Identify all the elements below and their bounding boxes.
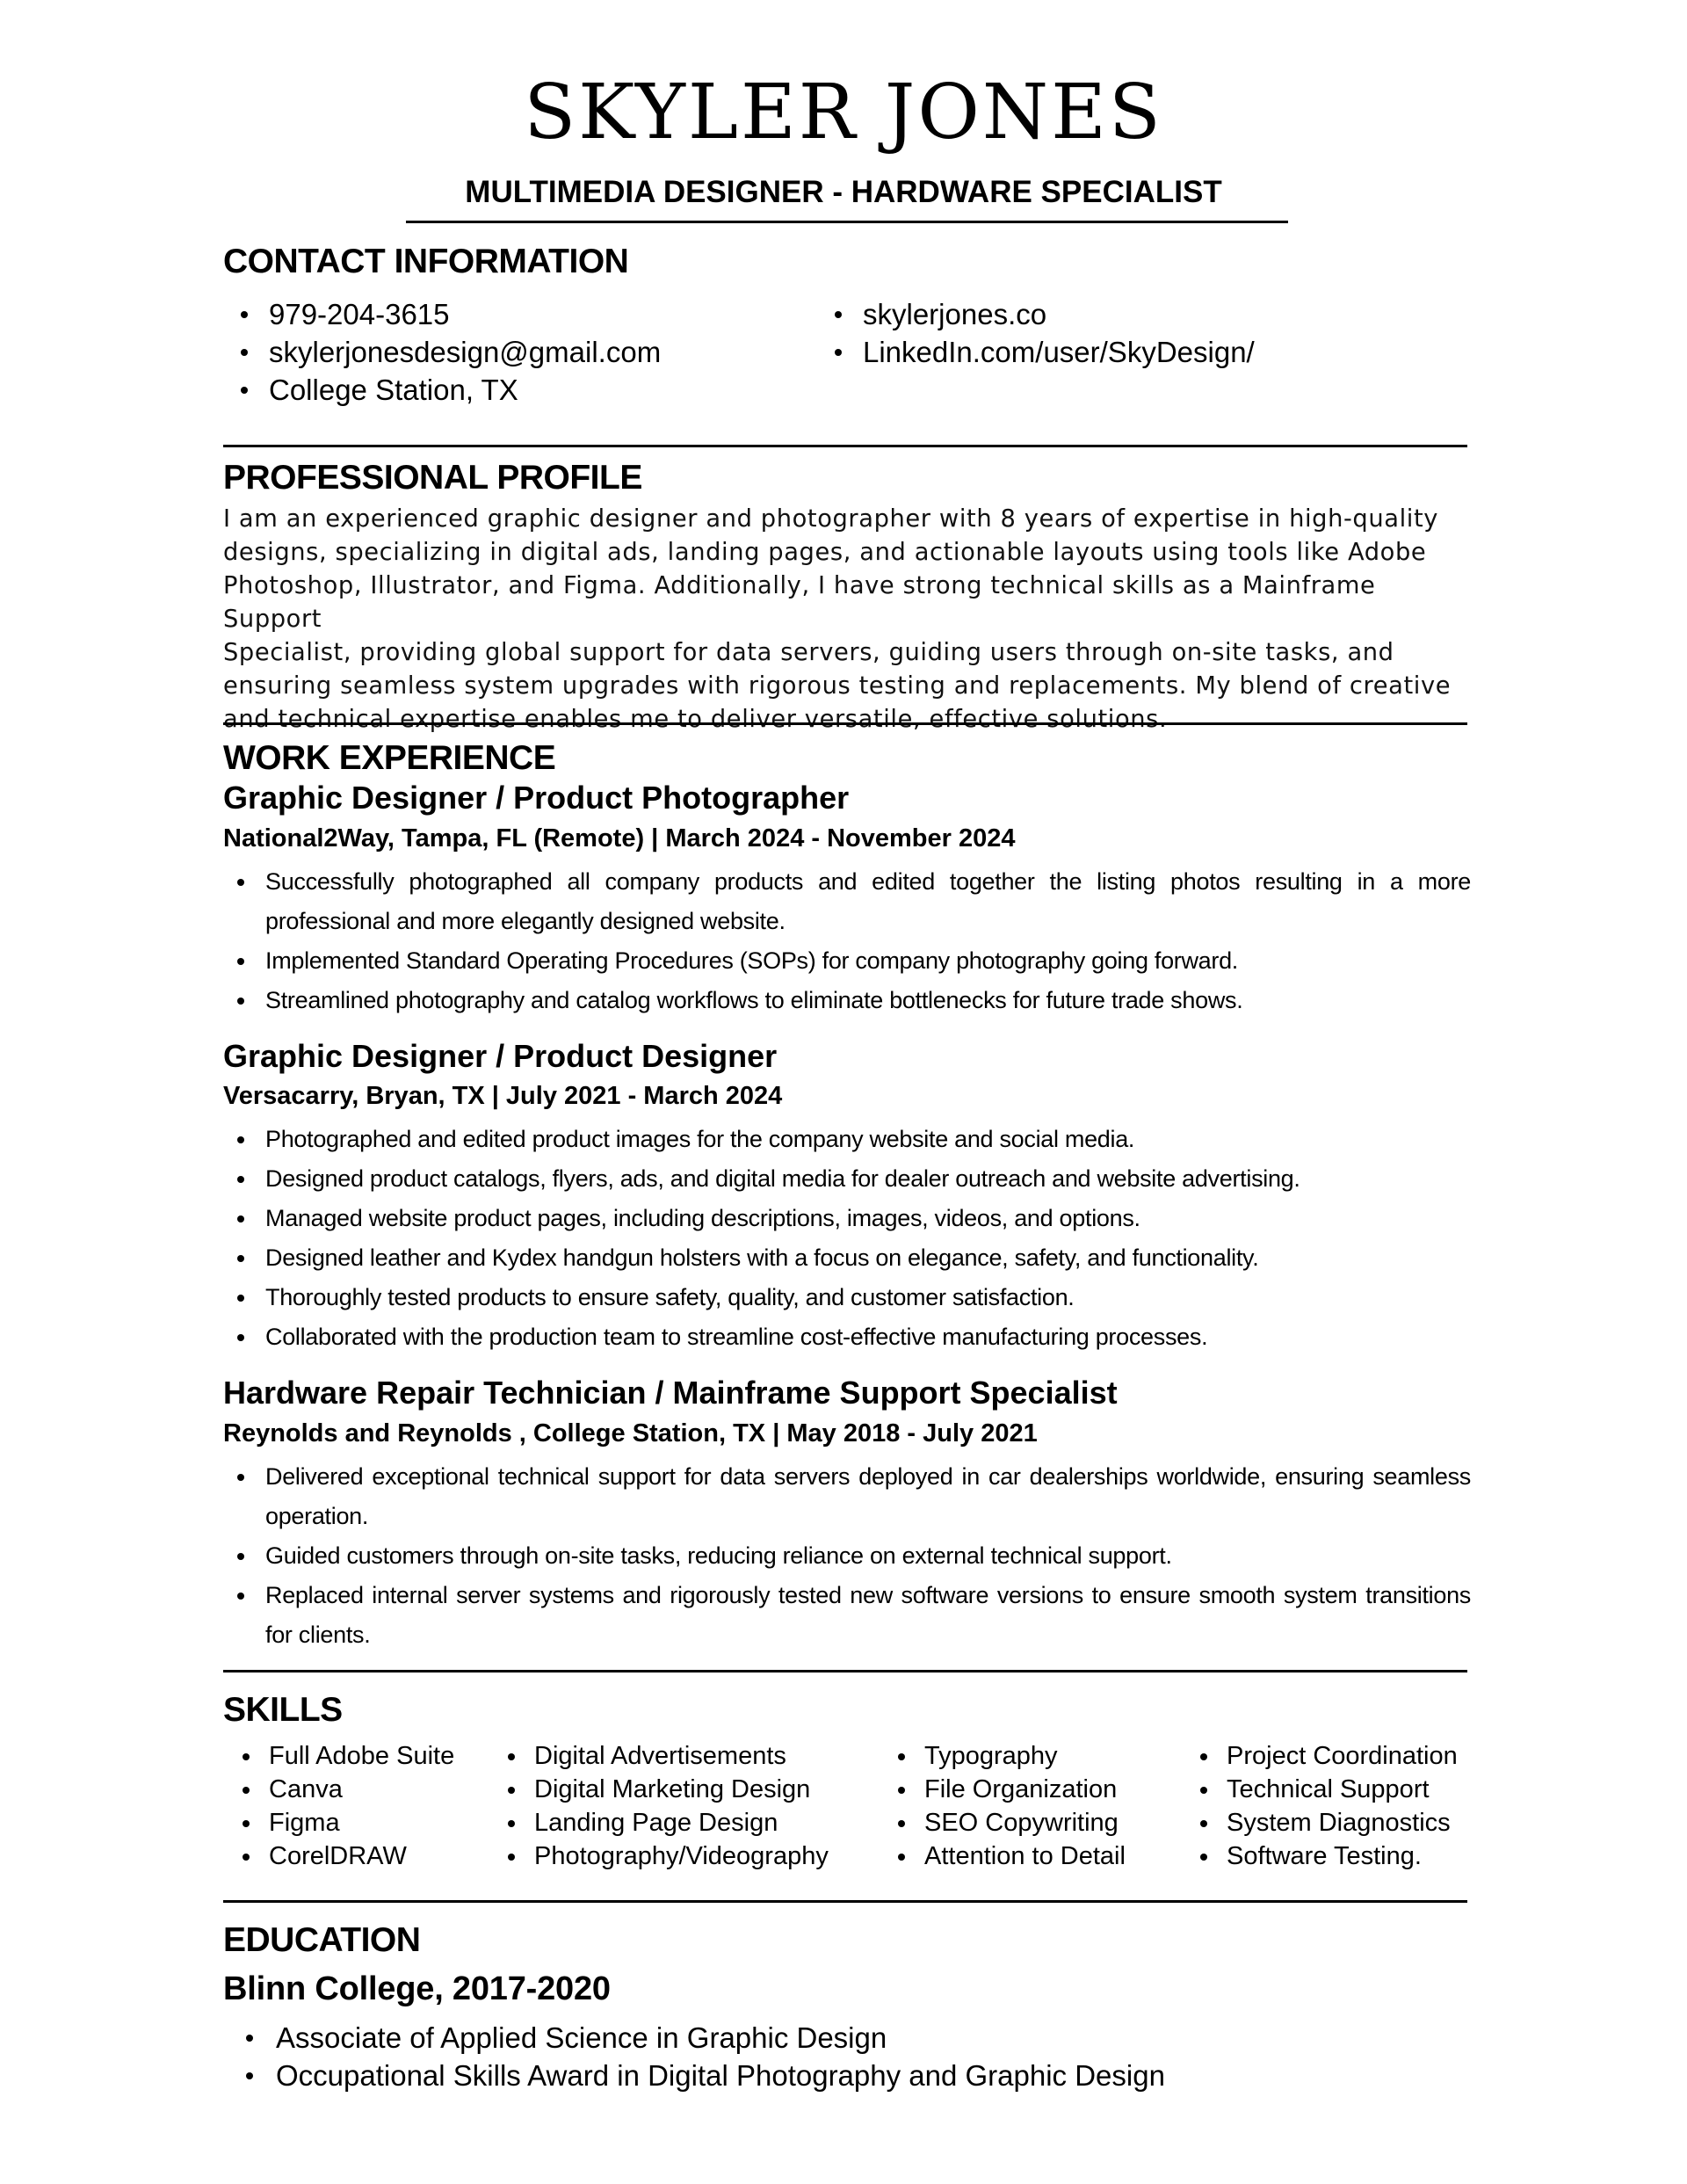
duty-item: Managed website product pages, including descriptions, images, videos, and options.: [223, 1199, 1471, 1238]
skills-column-2: [494, 1739, 829, 1873]
duty-item: Photographed and edited product images for the company website and social media.: [223, 1120, 1471, 1159]
contact-website: skylerjones.co: [817, 295, 1255, 333]
contact-phone: 979-204-3615: [223, 295, 661, 333]
experience-divider: [223, 1670, 1467, 1672]
duty-item: Replaced internal server systems and rigorously tested new software versions to ensure smooth system transitions for clients.: [223, 1576, 1471, 1655]
duty-item: Thoroughly tested products to ensure safety, quality, and customer satisfaction.: [223, 1278, 1471, 1317]
skill-item: CorelDRAW: [228, 1839, 454, 1873]
contact-list-left: [223, 295, 661, 409]
duty-item: Designed product catalogs, flyers, ads, and digital media for dealer outreach and website advertising.: [223, 1159, 1471, 1199]
contact-heading: CONTACT INFORMATION: [223, 243, 629, 280]
profile-line: Photoshop, Illustrator, and Figma. Additionally, I have strong technical skills as a Mainframe Support: [223, 572, 1376, 633]
resume-name: SKYLER JONES: [524, 69, 1163, 156]
contact-list-right: [817, 295, 1255, 371]
job-title: Graphic Designer / Product Designer: [223, 1038, 778, 1074]
skill-item: File Organization: [884, 1773, 1126, 1806]
skill-item: Attention to Detail: [884, 1839, 1126, 1873]
skills-column-4: [1186, 1739, 1458, 1873]
job-meta: National2Way, Tampa, FL (Remote) | March 2024 - November 2024: [223, 824, 1016, 853]
profile-line: ensuring seamless system upgrades with rigorous testing and replacements. My blend of creative: [223, 672, 1452, 700]
skill-item: Landing Page Design: [494, 1806, 829, 1839]
duty-item: Collaborated with the production team to streamline cost-effective manufacturing processes.: [223, 1317, 1471, 1357]
skill-item: Technical Support: [1186, 1773, 1458, 1806]
profile-divider: [223, 722, 1467, 725]
duty-item: Guided customers through on-site tasks, reducing reliance on external technical support.: [223, 1536, 1471, 1576]
skills-divider: [223, 1900, 1467, 1903]
contact-divider: [223, 445, 1467, 447]
profile-line: I am an experienced graphic designer and photographer with 8 years of expertise in high-quality: [223, 505, 1439, 533]
skills-column-1: [228, 1739, 454, 1873]
resume-subtitle: MULTIMEDIA DESIGNER - HARDWARE SPECIALIST: [465, 175, 1222, 209]
education-heading: EDUCATION: [223, 1921, 421, 1959]
skills-heading: SKILLS: [223, 1691, 343, 1729]
job-title: Hardware Repair Technician / Mainframe Support Specialist: [223, 1375, 1118, 1411]
duty-item: Successfully photographed all company products and edited together the listing photos resulting in a more professional and more elegantly designed website.: [223, 862, 1471, 941]
skill-item: Digital Advertisements: [494, 1739, 829, 1773]
header-divider: [406, 221, 1288, 223]
skill-item: Digital Marketing Design: [494, 1773, 829, 1806]
skill-item: System Diagnostics: [1186, 1806, 1458, 1839]
skill-item: Software Testing.: [1186, 1839, 1458, 1873]
job-duties: [223, 862, 1471, 1020]
experience-heading: WORK EXPERIENCE: [223, 739, 556, 777]
skill-item: Full Adobe Suite: [228, 1739, 454, 1773]
duty-item: Streamlined photography and catalog workflows to eliminate bottlenecks for future trade shows.: [223, 981, 1471, 1020]
contact-location: College Station, TX: [223, 371, 661, 409]
education-school: Blinn College, 2017-2020: [223, 1970, 611, 2007]
contact-linkedin: LinkedIn.com/user/SkyDesign/: [817, 333, 1255, 371]
duty-item: Delivered exceptional technical support for data servers deployed in car dealerships worldwide, ensuring seamless operation.: [223, 1457, 1471, 1536]
profile-line: and technical expertise enables me to deliver versatile, effective solutions.: [223, 706, 1168, 733]
duty-item: Designed leather and Kydex handgun holsters with a focus on elegance, safety, and functionality.: [223, 1238, 1471, 1278]
skills-column-3: [884, 1739, 1126, 1873]
job-meta: Reynolds and Reynolds , College Station, TX | May 2018 - July 2021: [223, 1419, 1038, 1448]
job-meta: Versacarry, Bryan, TX | July 2021 - March 2024: [223, 1082, 783, 1110]
profile-line: Specialist, providing global support for data servers, guiding users through on-site tasks, and: [223, 639, 1394, 666]
job-duties: [223, 1457, 1471, 1655]
education-list: [223, 2019, 1165, 2094]
contact-email: skylerjonesdesign@gmail.com: [223, 333, 661, 371]
education-item: Occupational Skills Award in Digital Photography and Graphic Design: [223, 2057, 1165, 2094]
profile-heading: PROFESSIONAL PROFILE: [223, 459, 642, 497]
skill-item: Photography/Videography: [494, 1839, 829, 1873]
job-title: Graphic Designer / Product Photographer: [223, 780, 850, 816]
job-duties: [223, 1120, 1471, 1357]
skill-item: Canva: [228, 1773, 454, 1806]
skill-item: Figma: [228, 1806, 454, 1839]
skill-item: SEO Copywriting: [884, 1806, 1126, 1839]
profile-text: [223, 503, 1471, 736]
skill-item: Project Coordination: [1186, 1739, 1458, 1773]
skill-item: Typography: [884, 1739, 1126, 1773]
duty-item: Implemented Standard Operating Procedures (SOPs) for company photography going forward.: [223, 941, 1471, 981]
profile-line: designs, specializing in digital ads, landing pages, and actionable layouts using tools like Adobe: [223, 539, 1427, 566]
education-item: Associate of Applied Science in Graphic Design: [223, 2019, 1165, 2057]
